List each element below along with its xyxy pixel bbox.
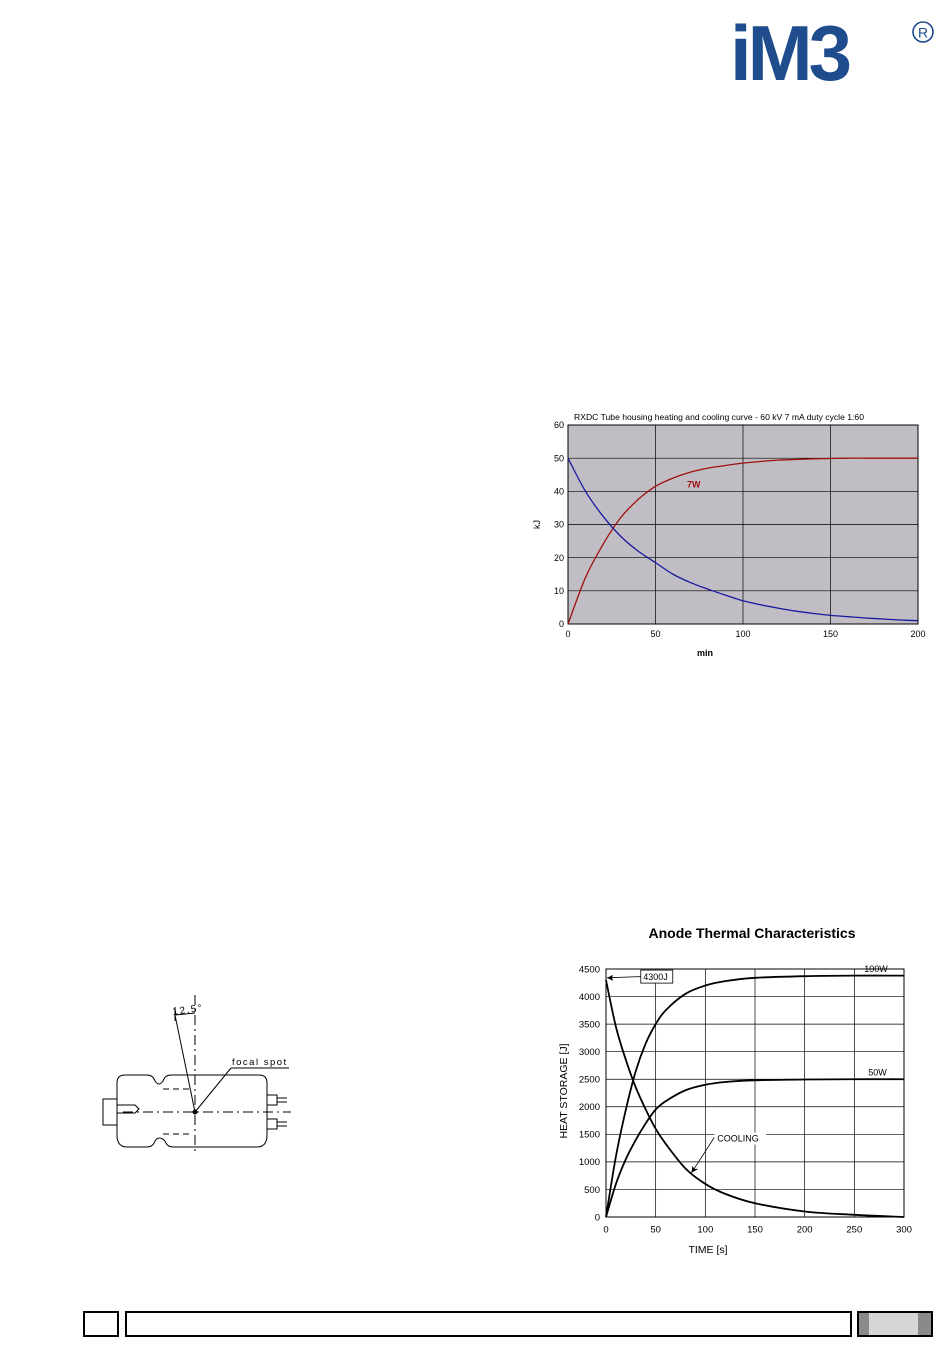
x-tick-label: 250 [846, 1224, 863, 1236]
chart-title: RXDC Tube housing heating and cooling curve - 60 kV 7 mA duty cycle 1:60 [574, 412, 864, 422]
y-tick-label: 1000 [578, 1157, 600, 1169]
y-tick-label: 500 [584, 1184, 600, 1196]
footer-title-box [125, 1311, 852, 1337]
x-axis-label: min [696, 648, 714, 658]
y-tick-label: 50 [553, 453, 564, 464]
y-tick-label: 2000 [578, 1102, 600, 1114]
label-50w: 50W [868, 1067, 887, 1078]
x-tick-label: 100 [697, 1224, 714, 1236]
label-7w: 7W [687, 479, 701, 490]
y-tick-label: 3000 [578, 1046, 600, 1058]
cooling-label: COOLING [717, 1133, 759, 1144]
tube-left-cap [103, 1099, 117, 1125]
x-tick-label: 200 [796, 1224, 813, 1236]
tube-body [117, 1075, 267, 1147]
y-tick-label: 30 [553, 519, 564, 530]
y-tick-label: 3500 [578, 1019, 600, 1031]
y-tick-label: 2500 [578, 1074, 600, 1086]
focal-spot-label: focal spot [232, 1057, 288, 1068]
housing-heating-cooling-chart [530, 405, 930, 665]
right-connector-bottom [267, 1119, 277, 1129]
tube-drawing [95, 995, 305, 1160]
footer-page-box [83, 1311, 119, 1337]
logo-text: iM3 [730, 16, 849, 88]
x-axis-label: TIME [s] [688, 1244, 728, 1256]
x-tick-label: 150 [747, 1224, 763, 1236]
callout-4300j-label: 4300J [643, 972, 668, 983]
x-tick-label: 0 [565, 629, 571, 639]
y-tick-label: 1500 [578, 1129, 600, 1141]
x-tick-label: 0 [603, 1224, 609, 1236]
right-connector-top [267, 1095, 277, 1105]
im3-logo [730, 16, 935, 88]
registered-mark: R [917, 24, 929, 41]
angle-label: 12.5° [171, 1002, 205, 1018]
y-tick-label: 4500 [578, 964, 600, 976]
chart-title: Anode Thermal Characteristics [648, 925, 856, 941]
x-tick-label: 50 [650, 1224, 661, 1236]
x-tick-label: 50 [650, 629, 661, 639]
y-axis-label: kJ [532, 520, 542, 529]
y-tick-label: 0 [558, 619, 564, 630]
y-axis-label: HEAT STORAGE [J] [558, 1043, 570, 1139]
y-tick-label: 60 [553, 420, 564, 431]
y-tick-label: 10 [553, 585, 564, 596]
x-tick-label: 150 [822, 629, 839, 639]
y-tick-label: 0 [594, 1212, 600, 1224]
label-100w: 100W [864, 963, 888, 974]
anode-thermal-chart [545, 918, 925, 1263]
footer-marker-box [857, 1311, 933, 1337]
x-tick-label: 300 [896, 1224, 912, 1236]
y-tick-label: 20 [553, 552, 564, 563]
y-tick-label: 4000 [578, 991, 600, 1003]
y-tick-label: 40 [553, 486, 564, 497]
x-tick-label: 100 [735, 629, 751, 639]
x-tick-label: 200 [910, 629, 926, 639]
